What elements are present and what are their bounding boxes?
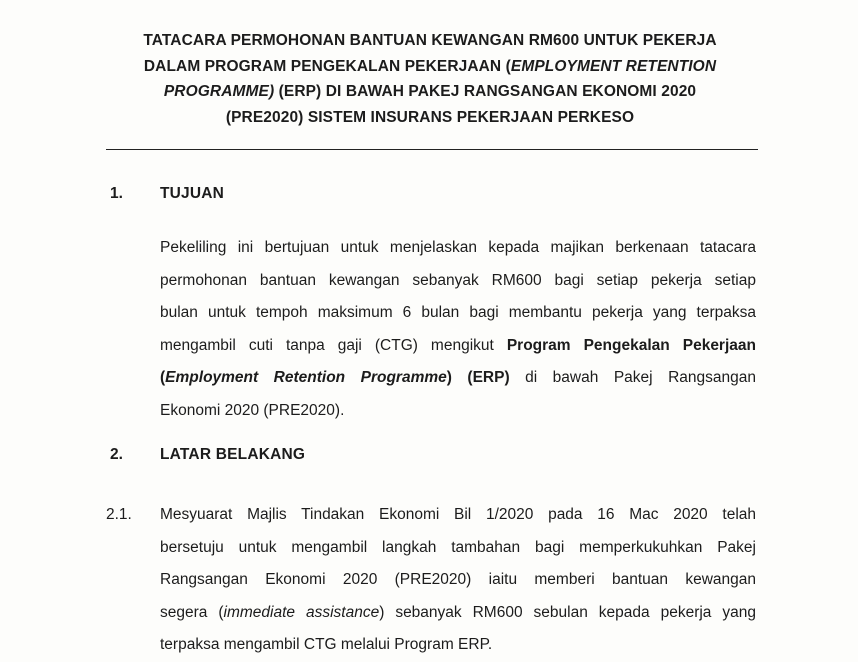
section-1-number: 1.	[110, 185, 123, 202]
section-1-line-2: permohonan bantuan kewangan sebanyak RM600 bagi setiap pekerja setiap	[160, 271, 756, 289]
section-1-line-5-text: di bawah Pakej Rangsangan	[509, 369, 756, 386]
subsection-line-3: Rangsangan Ekonomi 2020 (PRE2020) iaitu memberi bantuan kewangan	[160, 571, 756, 588]
title-divider	[106, 149, 758, 150]
title-line-3	[100, 79, 760, 105]
section-1-heading: TUJUAN	[160, 185, 225, 202]
section-1-line-6: Ekonomi 2020 (PRE2020).	[160, 401, 345, 419]
title-line-2-italic: EMPLOYMENT RETENTION	[510, 57, 717, 75]
section-1-line-1: Pekeliling ini bertujuan untuk menjelaskan kepada majikan berkenaan tatacara	[160, 239, 756, 256]
subsection-line-4-text-a: segera (	[160, 603, 224, 621]
section-1-line-3: bulan untuk tempoh maksimum 6 bulan bagi membantu pekerja yang terpaksa	[160, 304, 756, 321]
section-1-line-5: (Employment Retention Programme) (ERP) di bawah Pakej Rangsangan	[160, 369, 756, 386]
title-line-1: TATACARA PERMOHONAN BANTUAN KEWANGAN RM600 UNTUK PEKERJA	[143, 32, 717, 49]
section-2-number: 2.	[110, 446, 123, 463]
section-1-paragraph	[160, 232, 756, 427]
section-1-line-4	[160, 330, 756, 363]
program-name-english: Employment Retention Programme	[165, 369, 447, 386]
subsection-2-1-paragraph	[160, 499, 756, 653]
program-name-bold: Program Pengekalan Pekerjaan	[506, 336, 756, 354]
subsection-line-1: Mesyuarat Majlis Tindakan Ekonomi Bil 1/2020 pada 16 Mac 2020 telah	[160, 506, 756, 523]
document-title	[100, 28, 760, 130]
title-line-3-italic: PROGRAMME)	[163, 83, 275, 100]
subsection-line-2: bersetuju untuk mengambil langkah tambahan bagi memperkukuhkan Pakej	[160, 538, 756, 556]
title-line-2	[100, 54, 760, 80]
subsection-line-4-text-c: ) sebanyak RM600 sebulan kepada pekerja yang	[379, 603, 756, 621]
title-line-4: (PRE2020) SISTEM INSURANS PEKERJAAN PERKESO	[225, 108, 635, 126]
title-line-2-text: DALAM PROGRAM PENGEKALAN PEKERJAAN (	[143, 57, 511, 75]
subsection-2-1-number: 2.1.	[106, 506, 132, 523]
title-line-3-text: (ERP) DI BAWAH PAKEJ RANGSANGAN EKONOMI 2020	[274, 83, 697, 100]
section-2-heading: LATAR BELAKANG	[160, 446, 306, 463]
subsection-line-4	[160, 597, 756, 630]
section-1-line-4-text: mengambil cuti tanpa gaji (CTG) mengikut	[160, 336, 507, 354]
subsection-line-5: terpaksa mengambil CTG melalui Program ERP.	[160, 636, 493, 653]
immediate-assistance-italic: immediate assistance	[223, 603, 380, 621]
